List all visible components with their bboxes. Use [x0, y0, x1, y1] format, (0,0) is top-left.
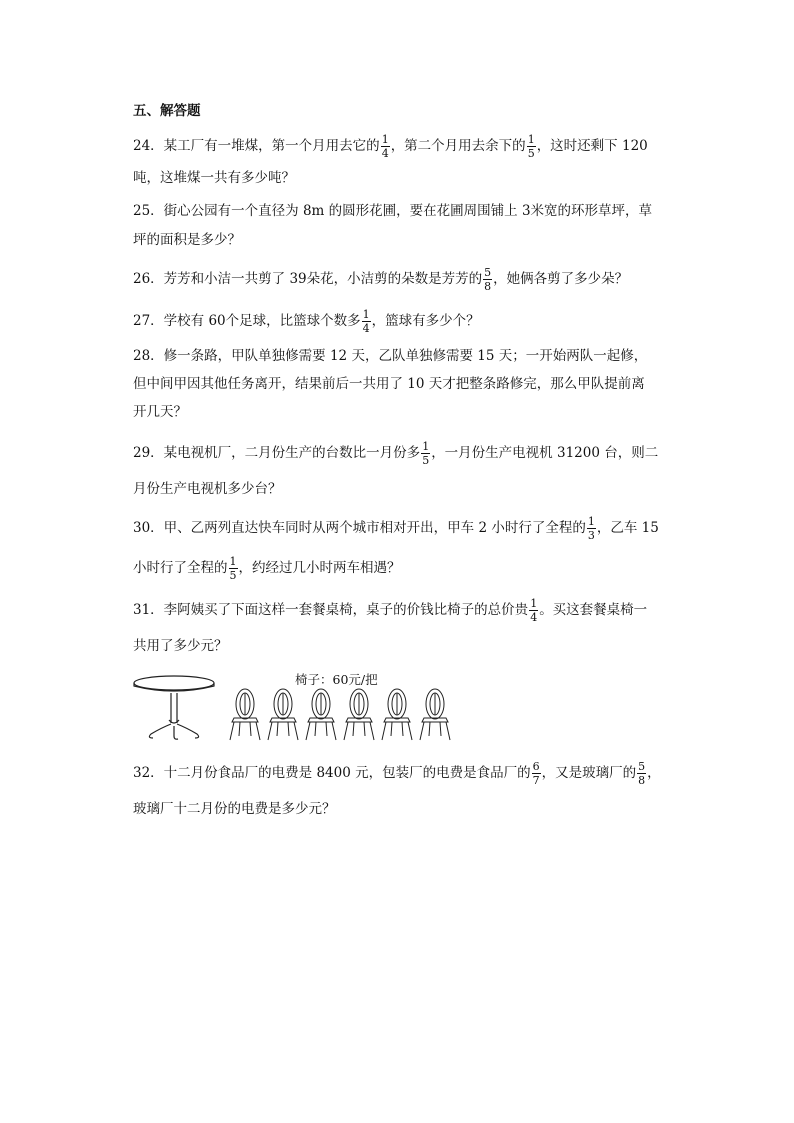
q26-line1: [133, 267, 628, 292]
q27-text-a: 27．学校有 60个足球，比篮球个数多: [133, 313, 361, 329]
round-table-image: [134, 676, 214, 739]
q26-fraction-1: $\frac{5}{8}$: [484, 266, 492, 293]
q29-text-a: 29．某电视机厂，二月份生产的台数比一月份多: [133, 445, 421, 461]
chair-image: [382, 689, 412, 740]
q31-text-a: 31．李阿姨买了下面这样一套餐桌椅，桌子的价钱比椅子的总价贵: [133, 602, 529, 618]
q26-text-b: ，她俩各剪了多少朵？: [493, 271, 629, 287]
q25-line2: 坪的面积是多少？: [133, 232, 241, 248]
q32-text-a: 32．十二月份食品厂的电费是 8400 元，包装厂的电费是食品厂的: [133, 765, 531, 781]
q31-line1: [133, 598, 647, 623]
q28-line3: 开几天？: [133, 404, 187, 420]
chair-image: [230, 689, 260, 740]
q31-fraction-1: $\frac{1}{4}$: [530, 597, 538, 624]
q30-text-c: 小时行了全程的: [133, 560, 228, 576]
q27-line1: [133, 309, 480, 334]
q31-line2: 共用了多少元？: [133, 638, 228, 654]
q24-text-c: ，这时还剩下 120: [536, 138, 648, 154]
q28-line2: 但中间甲因其他任务离开，结果前后一共用了 10 天才把整条路修完，那么甲队提前离: [133, 376, 645, 392]
table-and-chairs-illustration: [133, 668, 463, 744]
q29-line2: 月份生产电视机多少台？: [133, 481, 282, 497]
q29-fraction-1: $\frac{1}{5}$: [422, 440, 430, 467]
q25-line1: 25．街心公园有一个直径为 8m 的圆形花圃，要在花圃周围铺上 3米宽的环形草坪，草: [133, 203, 653, 219]
q31-text-b: 。买这套餐桌椅一: [539, 602, 648, 618]
q30-line1: [133, 516, 659, 541]
q28-line1: 28．修一条路，甲队单独修需要 12 天，乙队单独修需要 15 天；一开始两队一起修，: [133, 348, 648, 364]
q32-text-b: ，又是玻璃厂的: [541, 765, 637, 781]
q24-fraction-1: $\frac{1}{4}$: [381, 133, 389, 160]
chair-image: [306, 689, 336, 740]
q30-line2: [133, 556, 401, 581]
q32-fraction-2: $\frac{5}{8}$: [638, 760, 646, 787]
q29-text-b: ，一月份生产电视机 31200 台，则二: [431, 445, 659, 461]
q27-text-b: ，篮球有多少个？: [371, 313, 480, 329]
chair-image: [344, 689, 374, 740]
q24-fraction-2: $\frac{1}{5}$: [527, 133, 535, 160]
chair-price-label: 椅子：60元/把: [295, 672, 378, 687]
q27-fraction-1: $\frac{1}{4}$: [362, 308, 370, 335]
section-title: 五、解答题: [133, 103, 201, 119]
q24-text-b: ，第二个月用去余下的: [390, 138, 526, 154]
q29-line1: [133, 441, 658, 466]
q30-fraction-1: $\frac{1}{3}$: [587, 515, 595, 542]
q24-line2: 吨，这堆煤一共有多少吨？: [133, 170, 295, 186]
q30-fraction-2: $\frac{1}{5}$: [229, 555, 237, 582]
q32-fraction-1: $\frac{6}{7}$: [532, 760, 540, 787]
q26-text-a: 26．芳芳和小洁一共剪了 39朵花，小洁剪的朵数是芳芳的: [133, 271, 483, 287]
q24-line1: [133, 134, 648, 159]
chair-image: [420, 689, 450, 740]
chairs-group: [230, 689, 450, 740]
chair-image: [268, 689, 298, 740]
q30-text-a: 30．甲、乙两列直达快车同时从两个城市相对开出，甲车 2 小时行了全程的: [133, 520, 586, 536]
q32-line2: 玻璃厂十二月份的电费是多少元？: [133, 801, 336, 817]
q24-text-a: 24．某工厂有一堆煤，第一个月用去它的: [133, 138, 380, 154]
q32-text-c: ，: [647, 765, 661, 781]
q32-line1: [133, 761, 661, 786]
q30-text-d: ，约经过几小时两车相遇？: [238, 560, 401, 576]
q30-text-b: ，乙车 15: [596, 520, 659, 536]
